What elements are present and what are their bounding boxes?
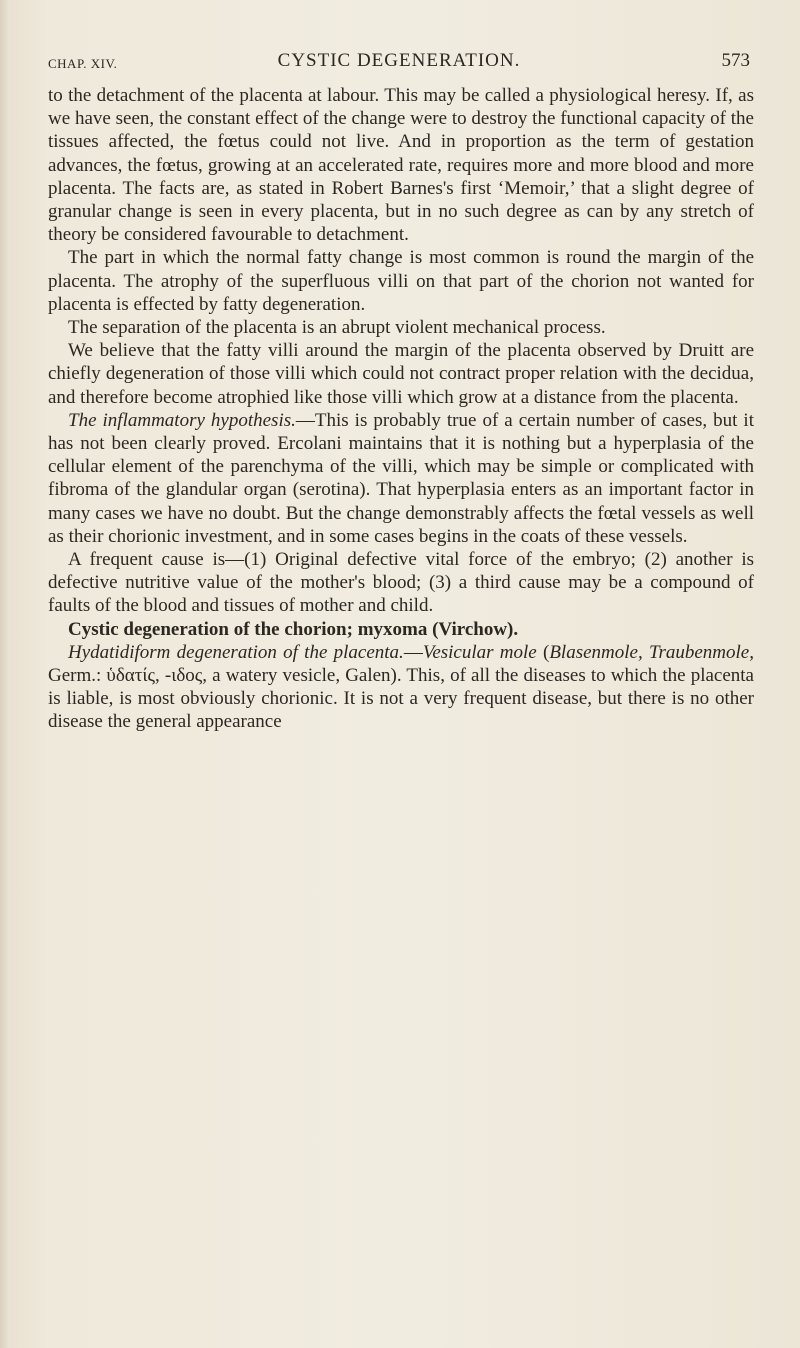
- paragraph-fatty-change: The part in which the normal fatty change is most common is round the margin of the placenta. The atrophy of the superfluous villi on that part of the chorion not wanted for placenta is effected by fatty degeneration.: [48, 247, 754, 315]
- paragraph-druitt: We believe that the fatty villi around the margin of the placenta observed by Druitt are chiefly degeneration of those villi which could not contract proper relation with the decidua, and therefore become atrophied like those villi which grow at a distance from the placenta.: [48, 340, 754, 408]
- page-title: CYSTIC DEGENERATION.: [277, 50, 521, 71]
- page-binding-edge: [0, 0, 10, 1348]
- paragraph-inflammatory: [48, 409, 754, 548]
- paragraph-detachment: to the detachment of the placenta at labour. This may be called a physiological heresy. If, as we have seen, the constant effect of the change were to destroy the functional capacity of the tissues affected, the fœtus could not live. And in proportion as the term of gestation advances, the fœtus, growing at an accelerated rate, requires more and more blood and more placenta. The facts are, as stated in Robert Barnes's first ‘Memoir,’ that a slight degree of granular change is seen in every placenta, but in no such degree as can by any stretch of theory be considered favourable to detachment.: [48, 85, 754, 246]
- page-number: 573: [721, 50, 750, 71]
- running-header: [48, 50, 750, 80]
- german-terms: Blasenmole, Traubenmole,: [549, 641, 754, 663]
- body-text: [48, 84, 754, 734]
- vesicular-mole-term: Vesicular mole: [422, 641, 537, 663]
- hydatidiform-heading: Hydatidiform degeneration of the placenta.: [68, 641, 404, 663]
- chapter-label: CHAP. XIV.: [48, 56, 118, 71]
- paragraph-separation: The separation of the placenta is an abrupt violent mechanical process.: [68, 317, 606, 339]
- paragraph-hydatidiform: [48, 641, 754, 734]
- hydatidiform-text: Germ.: ὑδατίς, -ιδος, a watery vesicle, Galen). This, of all the diseases to which the placenta is liable, is most obviously chorionic. It is not a very frequent disease, but there is no other disease the general appearance: [48, 665, 754, 733]
- inflammatory-heading: The inflammatory hypothesis.: [68, 409, 296, 431]
- open-paren: (: [536, 641, 550, 663]
- paragraph-causes: A frequent cause is—(1) Original defective vital force of the embryo; (2) another is defective nutritive value of the mother's blood; (3) a third cause may be a compound of faults of the blood and tissues of mother and child.: [48, 549, 754, 617]
- inflammatory-text: —This is probably true of a certain number of cases, but it has not been clearly proved. Ercolani maintains that it is nothing but a hyperplasia of the cellular element of the parenchyma of the villi, which may be simple or complicated with fibroma of the glandular organ (serotina). That hyperplasia enters as an important factor in many cases we have no doubt. But the change demonstrably affects the fœtal vessels as well as their chorionic investment, and in some cases begins in the coats of these vessels.: [48, 409, 754, 547]
- section-heading-cystic: Cystic degeneration of the chorion; myxoma (Virchow).: [68, 618, 519, 640]
- em-dash: —: [403, 641, 423, 663]
